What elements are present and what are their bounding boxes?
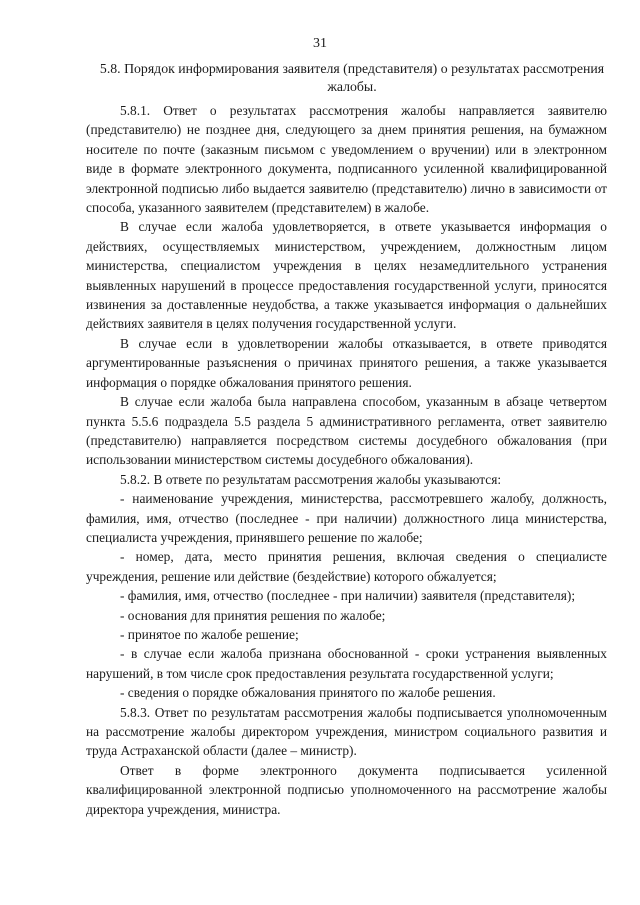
list-item-grounds: - основания для принятия решения по жалобе; [120, 607, 386, 623]
list-item-decision: - принятое по жалобе решение; [120, 626, 299, 642]
section-title: 5.8. Порядок информирования заявителя (представителя) о результатах рассмотрения жалобы. [99, 61, 605, 94]
list-item-decision-details: - номер, дата, место принятия решения, включая сведения о специалисте учреждения, решение или действие (бездействие) которого обжалуется; [86, 549, 607, 584]
paragraph-pretrial-system: В случае если жалоба была направлена способом, указанным в абзаце четвертом пункта 5.5.6 подраздела 5.5 раздела 5 административного регламента, ответ заявителю (представителю) направляется посредством системы досудебного обжалования (при использовании министерством системы досудебного обжалования). [86, 394, 607, 468]
list-item-remediation: - в случае если жалоба признана обоснованной - сроки устранения выявленных нарушений, в том числе срок предоставления результата государственной услуги; [86, 646, 607, 681]
paragraph-complaint-refused: В случае если в удовлетворении жалобы отказывается, в ответе приводятся аргументированные разъяснения о причинах принятого решения, а также указывается информация о порядке обжалования принятого решения. [86, 335, 607, 390]
list-item-appeal-procedure: - сведения о порядке обжалования принятого по жалобе решения. [120, 685, 496, 701]
paragraph-5-8-3: 5.8.3. Ответ по результатам рассмотрения жалобы подписывается уполномоченным на рассмотрение жалобы директором учреждения, министром социального развития и труда Астраханской области (далее – министр). [86, 704, 607, 759]
paragraph-electronic-signature: Ответ в форме электронного документа подписывается усиленной квалифицированной электронной подписью уполномоченного на рассмотрение жалобы директора учреждения, министра. [86, 762, 607, 817]
page-number: 31 [313, 36, 327, 51]
paragraph-5-8-1: 5.8.1. Ответ о результатах рассмотрения жалобы направляется заявителю (представителю) не позднее дня, следующего за днем принятия решения, на бумажном носителе по почте (заказным письмом с уведомлением о вручении) или в электронном виде в формате электронного документа, подписанного усиленной квалифицированной электронной подписью либо выдается заявителю (представителю) лично в зависимости от способа, указанного заявителем (представителем) в жалобе. [86, 103, 607, 216]
list-item-institution: - наименование учреждения, министерства, рассмотревшего жалобу, должность, фамилия, имя, отчество (последнее - при наличии) должностного лица министерства, специалиста учреждения, принявшего решение по жалобе; [86, 491, 607, 545]
paragraph-complaint-satisfied: В случае если жалоба удовлетворяется, в ответе указывается информация о действиях, осуществляемых министерством, учреждением, должностным лицом министерства, специалистом учреждения в целях незамедлительного устранения выявленных нарушений в процессе предоставления государственной услуги, приносятся извинения за доставленные неудобства, а также указывается информация о дальнейших действиях заявителя в целях получения государственной услуги. [86, 219, 607, 332]
list-item-applicant-name: - фамилия, имя, отчество (последнее - при наличии) заявителя (представителя); [120, 588, 576, 604]
paragraph-5-8-2: 5.8.2. В ответе по результатам рассмотрения жалобы указываются: [120, 471, 502, 487]
document-body [86, 101, 607, 819]
